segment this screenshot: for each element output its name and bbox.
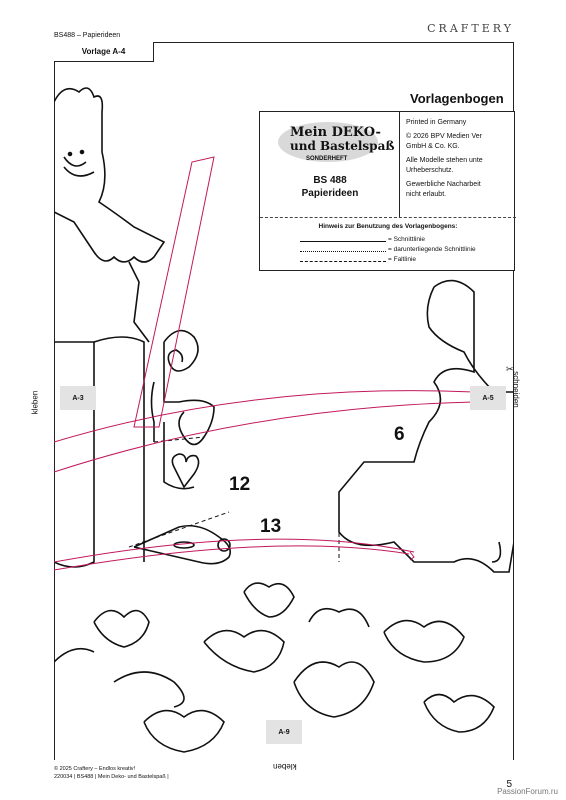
hint-title: Hinweis zur Benutzung des Vorlagenbogens: bbox=[318, 223, 458, 230]
scissors-icon: ✂ bbox=[506, 364, 514, 374]
logo-subtitle: SONDERHEFT bbox=[306, 156, 348, 162]
logo-line-2: und Bastelspaß bbox=[290, 139, 395, 153]
number-13: 13 bbox=[260, 516, 282, 537]
brand-name: CRAFTERY bbox=[427, 22, 514, 35]
page-number: 5 bbox=[506, 779, 512, 790]
fold-line-sample bbox=[300, 261, 386, 262]
watermark: PassionForum.ru bbox=[497, 787, 558, 796]
footer-line-1: © 2025 Craftery – Endlos kreativ! bbox=[54, 766, 136, 772]
cut-line-sample bbox=[300, 241, 386, 242]
copyright-line-1: © 2026 BPV Medien Ver bbox=[406, 133, 482, 141]
label-kleben-bottom: kleben bbox=[273, 762, 297, 771]
issue-code: BS 488 bbox=[313, 175, 347, 186]
info-title: Vorlagenbogen bbox=[410, 91, 504, 106]
tab-left: A-3 bbox=[60, 386, 96, 410]
usage-hint bbox=[260, 217, 516, 230]
models-line-1: Alle Modelle stehen unte bbox=[406, 157, 483, 165]
info-box bbox=[259, 111, 515, 271]
magenta-stick bbox=[134, 157, 214, 427]
printed-text: Printed in Germany bbox=[406, 119, 467, 126]
hint-cut: = Schnittlinie bbox=[388, 236, 426, 243]
magenta-line-2 bbox=[54, 539, 414, 562]
label-kleben-left: kleben bbox=[30, 390, 40, 415]
ornament-13 bbox=[134, 526, 230, 564]
flower-6-outline bbox=[339, 281, 514, 572]
copyright-line-2: GmbH & Co. KG. bbox=[406, 142, 460, 150]
heart-shape bbox=[172, 454, 198, 487]
number-12: 12 bbox=[229, 474, 251, 495]
tab-bottom: A-9 bbox=[266, 720, 302, 744]
ghost-outline bbox=[54, 88, 164, 262]
commercial-line-2: nicht erlaubt. bbox=[406, 190, 447, 198]
scroll-ornament bbox=[164, 331, 214, 445]
header-left: BS488 – Papierideen bbox=[54, 32, 121, 39]
models-line-2: Urheberschutz. bbox=[406, 166, 454, 174]
under-line-sample bbox=[300, 251, 386, 252]
commercial-line-1: Gewerbliche Nacharbeit bbox=[406, 181, 481, 189]
tab-right: A-5 bbox=[470, 386, 506, 410]
info-text bbox=[406, 118, 514, 204]
footer-line-2: 220034 | BS488 | Mein Deko- und Bastelspaß | bbox=[54, 774, 169, 780]
magenta-line-1 bbox=[54, 391, 474, 442]
label-schneiden-right: schneiden bbox=[511, 371, 521, 408]
number-6: 6 bbox=[394, 424, 405, 445]
logo-area bbox=[260, 112, 400, 217]
logo-line-1: Mein DEKO- bbox=[290, 125, 381, 140]
vase-outline bbox=[54, 342, 94, 567]
sheet-label: Vorlage A-4 bbox=[54, 42, 154, 62]
hint-under: = darunterliegende Schnittlinie bbox=[388, 246, 476, 253]
hint-fold: = Faltlinie bbox=[388, 256, 416, 263]
issue-title: Papierideen bbox=[301, 188, 359, 199]
